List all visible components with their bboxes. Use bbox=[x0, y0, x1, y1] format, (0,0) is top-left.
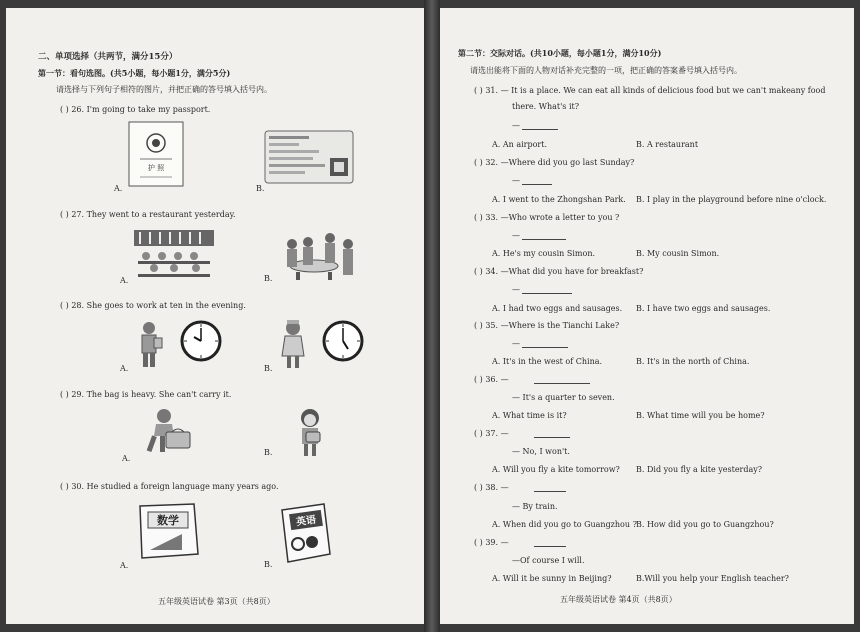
q29-option-b: B. bbox=[264, 448, 273, 457]
q31-option-a: A. An airport. bbox=[492, 140, 548, 149]
q27-option-a: A. bbox=[120, 276, 129, 285]
q35-option-a: A. It's in the west of China. bbox=[492, 357, 603, 366]
q31-answer-blank bbox=[522, 129, 558, 130]
clock-evening-image bbox=[322, 320, 364, 362]
q33-reply: — bbox=[512, 231, 520, 240]
question-30: ( ) 30. He studied a foreign language many years ago. bbox=[60, 482, 279, 491]
q26-option-a: A. bbox=[114, 184, 123, 193]
part2-heading: 第二节：交际对话。(共10小题，每小题1分，满分10分) bbox=[458, 48, 662, 58]
q32-option-b: B. I play in the playground before nine o'clock. bbox=[636, 195, 827, 204]
q33-option-a: A. He's my cousin Simon. bbox=[492, 249, 596, 258]
q37-option-b: B. Did you fly a kite yesterday? bbox=[636, 465, 763, 474]
question-35: ( ) 35. —Where is the Tianchi Lake? bbox=[474, 321, 620, 330]
question-31-line2: there. What's it? bbox=[512, 102, 580, 111]
question-32: ( ) 32. —Where did you go last Sunday? bbox=[474, 158, 635, 167]
q32-reply: — bbox=[512, 176, 520, 185]
left-page bbox=[6, 8, 424, 624]
restaurant-image bbox=[274, 226, 360, 282]
question-33: ( ) 33. —Who wrote a letter to you ? bbox=[474, 213, 620, 222]
classroom-image bbox=[130, 228, 218, 280]
question-29: ( ) 29. The bag is heavy. She can't carry it. bbox=[60, 390, 232, 399]
q35-reply: — bbox=[512, 339, 520, 348]
q39-option-a: A. Will it be sunny in Beijing? bbox=[492, 574, 612, 583]
q31-option-b: B. A restaurant bbox=[636, 140, 699, 149]
q36-question-blank bbox=[534, 383, 590, 384]
q34-option-b: B. I have two eggs and sausages. bbox=[636, 304, 771, 313]
q37-option-a: A. Will you fly a kite tomorrow? bbox=[492, 465, 620, 474]
q30-option-b: B. bbox=[264, 560, 273, 569]
q32-option-a: A. I went to the Zhongshan Park. bbox=[492, 195, 626, 204]
girl-carrying-bag-image bbox=[136, 406, 196, 456]
math-book-image bbox=[132, 500, 204, 564]
nurse-image bbox=[278, 318, 308, 370]
q38-question-blank bbox=[534, 491, 566, 492]
question-38: ( ) 38. — bbox=[474, 483, 509, 492]
clock-ten-image bbox=[180, 320, 222, 362]
q33-option-b: B. My cousin Simon. bbox=[636, 249, 720, 258]
q36-option-b: B. What time will you be home? bbox=[636, 411, 765, 420]
q39-option-b: B.Will you help your English teacher? bbox=[636, 574, 789, 583]
q34-option-a: A. I had two eggs and sausages. bbox=[492, 304, 623, 313]
question-26: ( ) 26. I'm going to take my passport. bbox=[60, 105, 211, 114]
part1-instruction: 请选择与下列句子相符的图片，并把正确的答号填入括号内。 bbox=[56, 85, 272, 94]
english-book-image bbox=[272, 502, 334, 566]
q27-option-b: B. bbox=[264, 274, 273, 283]
question-28: ( ) 28. She goes to work at ten in the evening. bbox=[60, 301, 246, 310]
q37-reply: — No, I won't. bbox=[512, 447, 570, 456]
q33-answer-blank bbox=[522, 239, 566, 240]
worker-image bbox=[134, 320, 164, 370]
section-heading: 二、单项选择（共两节，满分15分） bbox=[38, 52, 178, 62]
q36-reply: — It's a quarter to seven. bbox=[512, 393, 615, 402]
question-36: ( ) 36. — bbox=[474, 375, 509, 384]
q28-option-b: B. bbox=[264, 364, 273, 373]
question-39: ( ) 39. — bbox=[474, 538, 509, 547]
question-31: ( ) 31. — It is a place. We can eat all kinds of delicious food but we can't makeany food bbox=[474, 86, 826, 95]
english-book-title: 英语 bbox=[295, 514, 317, 529]
passport-label: 护 照 bbox=[147, 164, 165, 172]
question-34: ( ) 34. —What did you have for breakfast? bbox=[474, 267, 644, 276]
q31-reply: — bbox=[512, 121, 520, 130]
q29-option-a: A. bbox=[122, 454, 131, 463]
q37-question-blank bbox=[534, 437, 570, 438]
q28-option-a: A. bbox=[120, 364, 129, 373]
part1-heading: 第一节：看句选图。(共5小题，每小题1分，满分5分) bbox=[38, 68, 231, 78]
q36-option-a: A. What time is it? bbox=[492, 411, 567, 420]
q32-answer-blank bbox=[522, 184, 552, 185]
q39-reply: —Of course I will. bbox=[512, 556, 585, 565]
q38-option-b: B. How did you go to Guangzhou? bbox=[636, 520, 774, 529]
q34-reply: — bbox=[512, 285, 520, 294]
q35-answer-blank bbox=[522, 347, 568, 348]
q34-answer-blank bbox=[522, 293, 572, 294]
id-card-image bbox=[264, 130, 354, 184]
left-footer: 五年级英语试卷 第3页（共8页） bbox=[158, 597, 275, 606]
q26-option-b: B. bbox=[256, 184, 265, 193]
q35-option-b: B. It's in the north of China. bbox=[636, 357, 750, 366]
math-book-title: 数学 bbox=[157, 514, 179, 527]
page-gutter bbox=[424, 0, 440, 632]
passport-image bbox=[128, 121, 184, 187]
q38-option-a: A. When did you go to Guangzhou ? bbox=[492, 520, 637, 529]
question-27: ( ) 27. They went to a restaurant yesterday. bbox=[60, 210, 236, 219]
right-footer: 五年级英语试卷 第4页（共8页） bbox=[560, 595, 677, 604]
girl-with-bag-image bbox=[292, 406, 328, 458]
q30-option-a: A. bbox=[120, 561, 129, 570]
q39-question-blank bbox=[534, 546, 566, 547]
part2-instruction: 请选出能将下面的人物对话补充完整的一项，把正确的答案番号填入括号内。 bbox=[470, 66, 742, 75]
question-37: ( ) 37. — bbox=[474, 429, 509, 438]
q38-reply: — By train. bbox=[512, 502, 558, 511]
right-page bbox=[440, 8, 854, 624]
